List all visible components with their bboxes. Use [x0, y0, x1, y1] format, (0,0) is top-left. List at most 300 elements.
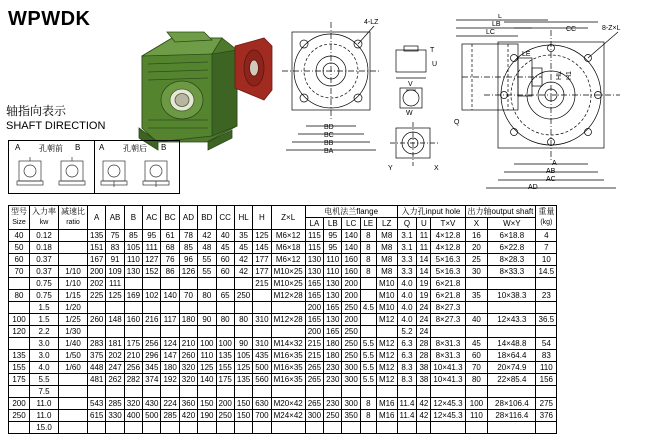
- cell-A: 481: [88, 374, 106, 386]
- cell-AB: [106, 386, 124, 398]
- svg-text:LE: LE: [522, 51, 531, 58]
- cell-LC: [342, 386, 360, 398]
- cell-H: 500: [253, 362, 271, 374]
- cell-LA: 165: [305, 290, 323, 302]
- cell-ZxL: M6×12: [271, 230, 305, 242]
- cell-AB: [106, 326, 124, 338]
- th-AD: AD: [179, 206, 197, 230]
- th-HL: HL: [234, 206, 252, 230]
- table-row: [9, 242, 557, 254]
- cell-LE: 8: [360, 410, 376, 422]
- cell-X: 30: [465, 266, 488, 278]
- shaft-key-detail: [388, 36, 458, 116]
- cell-U: [417, 386, 431, 398]
- cell-AC: 127: [143, 254, 161, 266]
- cell-BD: 55: [198, 266, 216, 278]
- cell-HL: 125: [234, 362, 252, 374]
- cell-WxY: 12×43.3: [488, 314, 536, 326]
- th-B: B: [124, 206, 142, 230]
- cell-AD: [179, 278, 197, 290]
- cell-LE: 8: [360, 398, 376, 410]
- cell-ZxL: M16×35: [271, 362, 305, 374]
- cell-LC: 200: [342, 290, 360, 302]
- cell-weight: [536, 422, 557, 434]
- cell-weight: 376: [536, 410, 557, 422]
- cell-LZ: M12: [376, 314, 397, 326]
- cell-X: [465, 278, 488, 290]
- cell-LB: 110: [324, 254, 342, 266]
- cell-LE: 8: [360, 266, 376, 278]
- table-row: [9, 302, 557, 314]
- table-row: [9, 254, 557, 266]
- th-flange-group: 电机法兰flange: [305, 206, 397, 218]
- cell-B: 210: [124, 350, 142, 362]
- cell-BD: [198, 386, 216, 398]
- cell-LE: [360, 314, 376, 326]
- cell-ratio: 1/50: [59, 350, 88, 362]
- cell-LC: [342, 422, 360, 434]
- cell-kw: 7.5: [30, 386, 59, 398]
- cell-BC: 285: [161, 410, 179, 422]
- cell-kw: 0.37: [30, 254, 59, 266]
- svg-text:X: X: [434, 165, 439, 172]
- cell-ratio: 1/30: [59, 326, 88, 338]
- cell-LB: 165: [324, 326, 342, 338]
- cell-LE: [360, 422, 376, 434]
- cell-Q: 8.3: [397, 374, 417, 386]
- cell-TxV: [431, 386, 465, 398]
- cell-U: 38: [417, 362, 431, 374]
- cell-size: [9, 386, 30, 398]
- cell-LB: [324, 386, 342, 398]
- cell-BD: 150: [198, 398, 216, 410]
- cell-Q: 3.3: [397, 266, 417, 278]
- cell-HL: 90: [234, 338, 252, 350]
- cell-Q: 3.3: [397, 254, 417, 266]
- cell-U: 19: [417, 278, 431, 290]
- cell-ratio: [59, 242, 88, 254]
- cell-A: 283: [88, 338, 106, 350]
- cell-ratio: 1/10: [59, 266, 88, 278]
- th-AC: AC: [143, 206, 161, 230]
- cell-ratio: 1/60: [59, 362, 88, 374]
- table-row: [9, 326, 557, 338]
- cell-BC: 76: [161, 254, 179, 266]
- cell-BC: 192: [161, 374, 179, 386]
- cell-BD: 110: [198, 350, 216, 362]
- cell-AB: 181: [106, 338, 124, 350]
- cell-AD: 360: [179, 398, 197, 410]
- cell-AC: 216: [143, 314, 161, 326]
- cell-LA: 200: [305, 326, 323, 338]
- table-row: [9, 422, 557, 434]
- cell-LZ: M8: [376, 266, 397, 278]
- cell-A: 225: [88, 290, 106, 302]
- cell-BD: 190: [198, 410, 216, 422]
- shaft-right-figures: [97, 153, 175, 191]
- cell-LA: 265: [305, 398, 323, 410]
- cell-kw: 5.5: [30, 374, 59, 386]
- cell-ZxL: M20×42: [271, 398, 305, 410]
- cell-BC: 140: [161, 290, 179, 302]
- cell-TxV: 8×31.3: [431, 350, 465, 362]
- cell-weight: 83: [536, 350, 557, 362]
- cell-LZ: M12: [376, 362, 397, 374]
- cell-B: 320: [124, 398, 142, 410]
- cell-Q: 3.1: [397, 242, 417, 254]
- cell-WxY: 22×85.4: [488, 374, 536, 386]
- cell-BC: 147: [161, 350, 179, 362]
- cell-A: [88, 386, 106, 398]
- cell-LZ: [376, 422, 397, 434]
- cell-HL: 150: [234, 410, 252, 422]
- cell-HL: 150: [234, 398, 252, 410]
- cell-LZ: M12: [376, 374, 397, 386]
- cell-X: 25: [465, 254, 488, 266]
- cell-A: 135: [88, 230, 106, 242]
- cell-kw: 11.0: [30, 410, 59, 422]
- cell-A: 448: [88, 362, 106, 374]
- cell-WxY: 10×38.3: [488, 290, 536, 302]
- th-WY: W×Y: [488, 218, 536, 230]
- main-elevation-drawing: [470, 18, 645, 193]
- dim-ad: AD: [528, 184, 538, 191]
- cell-BC: 86: [161, 266, 179, 278]
- cell-size: 80: [9, 290, 30, 302]
- cell-kw: 0.75: [30, 290, 59, 302]
- cell-X: 70: [465, 362, 488, 374]
- cell-weight: 156: [536, 374, 557, 386]
- cell-weight: [536, 326, 557, 338]
- cell-AB: 91: [106, 254, 124, 266]
- cell-BC: 180: [161, 362, 179, 374]
- cell-WxY: 8×33.3: [488, 266, 536, 278]
- cell-LB: 95: [324, 230, 342, 242]
- cell-kw: 15.0: [30, 422, 59, 434]
- cell-LA: [305, 422, 323, 434]
- shaft-left-hole-label: 孔朝前: [39, 144, 63, 153]
- shaft-left-a: A: [15, 143, 21, 152]
- cell-X: [465, 386, 488, 398]
- cell-WxY: 6×18.8: [488, 230, 536, 242]
- cell-LC: 250: [342, 350, 360, 362]
- cell-TxV: 4×12.8: [431, 230, 465, 242]
- cell-U: 24: [417, 314, 431, 326]
- dim-h1: H1: [566, 71, 573, 80]
- cell-CC: 60: [216, 266, 234, 278]
- cell-BD: 125: [198, 362, 216, 374]
- cell-AD: 320: [179, 374, 197, 386]
- cell-size: [9, 338, 30, 350]
- cell-TxV: 8×27.3: [431, 302, 465, 314]
- cell-ZxL: [271, 326, 305, 338]
- svg-text:Y: Y: [388, 165, 393, 172]
- cell-AC: 95: [143, 230, 161, 242]
- cell-AD: 85: [179, 242, 197, 254]
- cell-HL: 105: [234, 350, 252, 362]
- cell-kw: 3.0: [30, 338, 59, 350]
- cell-AC: 430: [143, 398, 161, 410]
- cell-ratio: 1/15: [59, 290, 88, 302]
- cell-TxV: 6×21.8: [431, 278, 465, 290]
- cell-LB: 230: [324, 362, 342, 374]
- cell-LB: 130: [324, 290, 342, 302]
- cell-CC: 65: [216, 290, 234, 302]
- cell-H: 177: [253, 266, 271, 278]
- th-BC: BC: [161, 206, 179, 230]
- cell-LE: [360, 290, 376, 302]
- cell-LB: 130: [324, 278, 342, 290]
- cell-Q: 6.3: [397, 350, 417, 362]
- cell-CC: 155: [216, 362, 234, 374]
- cell-H: 310: [253, 314, 271, 326]
- th-BD: BD: [198, 206, 216, 230]
- cell-LC: 350: [342, 410, 360, 422]
- cell-U: 19: [417, 290, 431, 302]
- cell-ratio: 1/40: [59, 338, 88, 350]
- cell-LB: 230: [324, 398, 342, 410]
- cell-AB: 148: [106, 314, 124, 326]
- cell-BC: [161, 302, 179, 314]
- cell-LZ: [376, 326, 397, 338]
- cell-AC: [143, 278, 161, 290]
- cell-BC: 224: [161, 398, 179, 410]
- cell-TxV: 5×16.3: [431, 266, 465, 278]
- cell-H: 177: [253, 254, 271, 266]
- cell-LZ: M8: [376, 254, 397, 266]
- cell-LE: 8: [360, 242, 376, 254]
- cell-WxY: 28×106.4: [488, 398, 536, 410]
- th-CC: CC: [216, 206, 234, 230]
- cell-HL: 35: [234, 230, 252, 242]
- cell-X: 110: [465, 410, 488, 422]
- cell-U: 24: [417, 326, 431, 338]
- cell-AC: 152: [143, 266, 161, 278]
- svg-text:W: W: [406, 110, 413, 116]
- auxiliary-view-drawing: [386, 118, 446, 173]
- cell-X: 45: [465, 338, 488, 350]
- cell-HL: 45: [234, 242, 252, 254]
- cell-CC: 80: [216, 314, 234, 326]
- cell-Q: 6.3: [397, 338, 417, 350]
- cell-kw: 3.0: [30, 350, 59, 362]
- cell-AD: [179, 326, 197, 338]
- cell-CC: 200: [216, 398, 234, 410]
- cell-BC: 61: [161, 230, 179, 242]
- cell-AC: [143, 386, 161, 398]
- shaft-direction-cn: 轴指向表示: [6, 104, 67, 118]
- cell-AB: 330: [106, 410, 124, 422]
- cell-AD: 320: [179, 362, 197, 374]
- cell-Q: [397, 386, 417, 398]
- cell-A: 151: [88, 242, 106, 254]
- cell-CC: 45: [216, 242, 234, 254]
- cell-BD: [198, 326, 216, 338]
- cell-Q: 11.4: [397, 410, 417, 422]
- th-LC: LC: [342, 218, 360, 230]
- cell-ZxL: M16×35: [271, 350, 305, 362]
- cell-LB: 110: [324, 266, 342, 278]
- cell-LC: 200: [342, 278, 360, 290]
- cell-TxV: 4×12.8: [431, 242, 465, 254]
- cell-A: [88, 302, 106, 314]
- cell-CC: [216, 326, 234, 338]
- cell-U: [417, 422, 431, 434]
- cell-BD: [198, 278, 216, 290]
- gearbox-illustration: [112, 16, 277, 156]
- cell-LE: [360, 386, 376, 398]
- cell-weight: [536, 302, 557, 314]
- cell-AD: 78: [179, 230, 197, 242]
- cell-LB: 250: [324, 410, 342, 422]
- cell-weight: 4: [536, 230, 557, 242]
- cell-H: 560: [253, 374, 271, 386]
- cell-ratio: [59, 410, 88, 422]
- cell-size: 50: [9, 242, 30, 254]
- cell-weight: 54: [536, 338, 557, 350]
- cell-weight: 14.5: [536, 266, 557, 278]
- cell-LZ: M8: [376, 242, 397, 254]
- th-inputhole-group: 入力孔input hole: [397, 206, 465, 218]
- cell-AC: [143, 302, 161, 314]
- cell-TxV: 8×27.3: [431, 314, 465, 326]
- table-row: [9, 398, 557, 410]
- cell-Q: 4.0: [397, 302, 417, 314]
- cell-X: 80: [465, 374, 488, 386]
- cell-AD: 96: [179, 254, 197, 266]
- cell-H: 215: [253, 278, 271, 290]
- th-TV: T×V: [431, 218, 465, 230]
- cell-kw: 4.0: [30, 362, 59, 374]
- table-row: [9, 362, 557, 374]
- page-title: WPWDK: [8, 8, 91, 30]
- th-Q: Q: [397, 218, 417, 230]
- cell-U: 42: [417, 398, 431, 410]
- cell-U: 24: [417, 302, 431, 314]
- cell-H: [253, 422, 271, 434]
- cell-AB: 75: [106, 230, 124, 242]
- cell-BD: 80: [198, 290, 216, 302]
- dim-bc: BC: [324, 132, 334, 139]
- cell-B: [124, 326, 142, 338]
- cell-weight: 275: [536, 398, 557, 410]
- cell-BC: 117: [161, 314, 179, 326]
- cell-CC: [216, 302, 234, 314]
- bz-xl-text: 8-Z×L: [602, 25, 621, 32]
- svg-text:LC: LC: [486, 29, 495, 36]
- cell-LZ: M10: [376, 302, 397, 314]
- cell-A: [88, 422, 106, 434]
- cell-HL: [234, 386, 252, 398]
- cell-size: 175: [9, 374, 30, 386]
- shaft-direction-box: [8, 140, 180, 194]
- cell-LB: 230: [324, 374, 342, 386]
- cell-TxV: 10×41.3: [431, 374, 465, 386]
- cell-LE: 4.5: [360, 302, 376, 314]
- cell-A: 167: [88, 254, 106, 266]
- cell-ratio: [59, 230, 88, 242]
- cell-WxY: [488, 422, 536, 434]
- th-AB: AB: [106, 206, 124, 230]
- dim-a: A: [552, 160, 557, 167]
- cell-kw: 1.5: [30, 314, 59, 326]
- cell-LE: 5.5: [360, 350, 376, 362]
- dim-hl: HL: [556, 71, 563, 80]
- cell-BC: [161, 422, 179, 434]
- cell-ZxL: M14×32: [271, 338, 305, 350]
- cell-LA: 115: [305, 230, 323, 242]
- th-LZ: LZ: [376, 218, 397, 230]
- cell-AB: [106, 422, 124, 434]
- cell-AC: 345: [143, 362, 161, 374]
- cell-AB: 111: [106, 278, 124, 290]
- cell-A: 200: [88, 266, 106, 278]
- cell-weight: 110: [536, 362, 557, 374]
- cell-ratio: [59, 398, 88, 410]
- cell-B: 175: [124, 338, 142, 350]
- cell-LA: 215: [305, 338, 323, 350]
- cell-AC: 374: [143, 374, 161, 386]
- cell-LB: 95: [324, 242, 342, 254]
- cell-H: 435: [253, 350, 271, 362]
- cell-size: 135: [9, 350, 30, 362]
- cell-Q: [397, 422, 417, 434]
- cell-U: 38: [417, 374, 431, 386]
- cell-kw: 2.2: [30, 326, 59, 338]
- cell-BD: [198, 302, 216, 314]
- cell-size: [9, 278, 30, 290]
- th-H: H: [253, 206, 271, 230]
- cell-HL: 42: [234, 254, 252, 266]
- cell-LC: 160: [342, 254, 360, 266]
- cell-WxY: [488, 326, 536, 338]
- cell-LC: 300: [342, 374, 360, 386]
- cell-TxV: 12×45.3: [431, 398, 465, 410]
- shaft-right-hole-label: 孔朝后: [123, 144, 147, 153]
- cell-B: 282: [124, 374, 142, 386]
- shaft-direction-en: SHAFT DIRECTION: [6, 120, 106, 132]
- cell-HL: 42: [234, 266, 252, 278]
- cell-WxY: 8×28.3: [488, 254, 536, 266]
- svg-text:T: T: [430, 47, 435, 54]
- shaft-left-figures: [13, 153, 91, 191]
- cell-AB: 285: [106, 398, 124, 410]
- cell-CC: [216, 278, 234, 290]
- th-A: A: [88, 206, 106, 230]
- spec-table: [8, 205, 557, 434]
- cell-TxV: 12×45.3: [431, 410, 465, 422]
- cell-AB: 125: [106, 290, 124, 302]
- cell-LE: 8: [360, 254, 376, 266]
- cell-B: [124, 422, 142, 434]
- cell-LA: 165: [305, 278, 323, 290]
- svg-text:L: L: [498, 14, 502, 20]
- cell-H: 125: [253, 230, 271, 242]
- dim-ac: AC: [546, 176, 556, 183]
- cell-AB: 262: [106, 374, 124, 386]
- cell-AB: [106, 302, 124, 314]
- cell-A: 260: [88, 314, 106, 326]
- table-row: [9, 386, 557, 398]
- cell-kw: 11.0: [30, 398, 59, 410]
- cell-WxY: 18×64.4: [488, 350, 536, 362]
- cell-size: [9, 422, 30, 434]
- table-row: [9, 290, 557, 302]
- cell-CC: [216, 422, 234, 434]
- cell-BC: [161, 386, 179, 398]
- cell-WxY: 14×48.8: [488, 338, 536, 350]
- cell-AB: 247: [106, 362, 124, 374]
